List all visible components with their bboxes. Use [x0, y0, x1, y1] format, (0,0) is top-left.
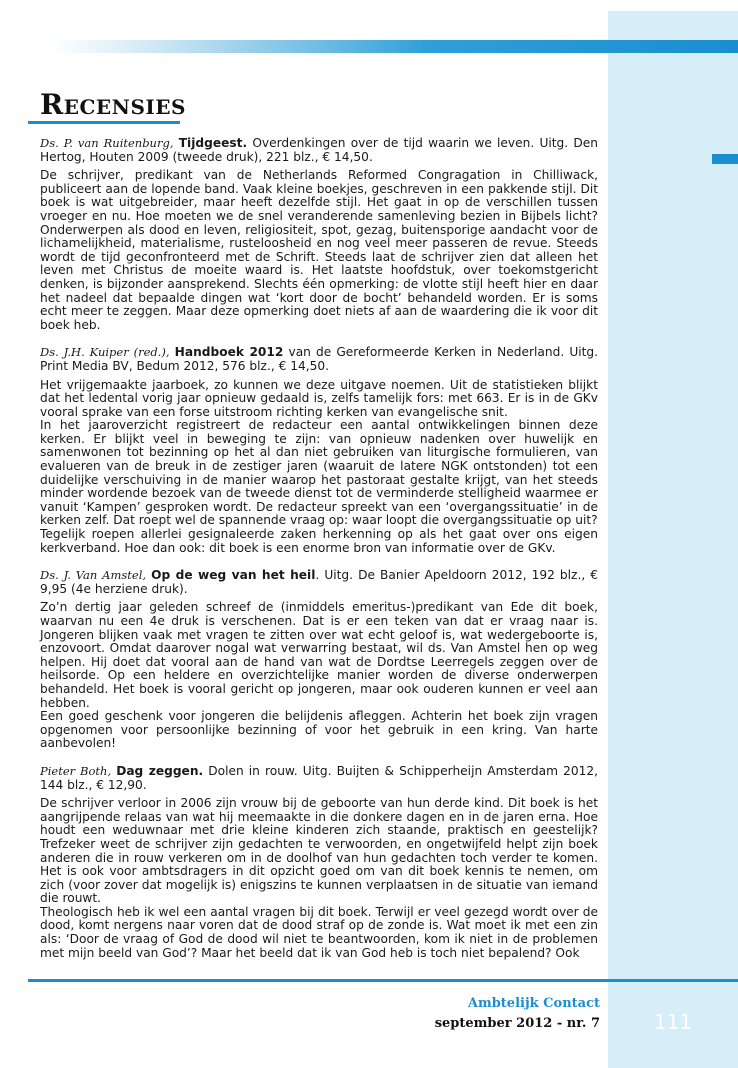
- review-citation: [40, 137, 598, 164]
- review-2: [40, 346, 598, 555]
- review-author: Ds. P. van Ruitenburg,: [40, 136, 174, 150]
- review-paragraph: Theologisch heb ik wel een aantal vragen bij dit boek. Terwijl er veel gezegd wordt over de dood, komt nergens naar voren dat de dood straf op de zonde is. Wat moet ik met een zin als: ‘Door de vraag of God de dood wil niet te beantwoorden, kom ik niet in de problemen met mijn beeld van God’? Maar het beeld dat ik van God heb is toch niet bepalend? Ook: [40, 904, 598, 960]
- review-publication-info: Overdenkingen over de tijd waarin we leven. Uitg. Den Hertog, Houten 2009 (tweede druk), 221 blz., € 14,50.: [40, 136, 598, 164]
- review-book-title: Dag zeggen.: [116, 763, 204, 778]
- review-paragraph: De schrijver, predikant van de Netherlands Reformed Congragation in Chilliwack, publiceert aan de lopende band. Vaak kleine boekjes, geschreven in een pakkende stijl. Dit boek is wat uitgebreider, maar heeft dezelfde stijl. Het gaat in op de verschillen tussen vroeger en nu. Hoe moeten we de snel veranderende samenleving bezien in Bijbels licht? Onderwerpen als dood en leven, religiositeit, spot, gezag, buitensporige aandacht voor de lichamelijkheid, materialisme, rusteloosheid en nog veel meer passeren de revue. Steeds wordt de tijd geconfronteerd met de Schrift. Steeds laat de schrijver zien dat alleen het leven met Christus de moeite waard is. Het laatste hoofdstuk, over toekomstgericht denken, is bijzonder aansprekend. Slechts één opmerking: de vlotte stijl heeft hier en daar het nadeel dat bepaalde dingen wat ‘kort door de bocht’ behandeld worden. Er is soms echt meer te zeggen. Maar deze opmerking doet niets af aan de waardering die ik voor dit boek heb.: [40, 168, 598, 332]
- review-book-title: Op de weg van het heil: [151, 568, 316, 583]
- review-3: [40, 569, 598, 751]
- review-book-title: Tijdgeest.: [178, 136, 248, 150]
- review-paragraph: Zo’n dertig jaar geleden schreef de (inmiddels emeritus-)predikant van Ede dit boek, waarvan nu een 4e druk is verschenen. Dat is er een teken van dat er vraag naar is. Jongeren blijken vaak met vragen te zitten over wat echt geloof is, wat wedergeboorte is, enzovoort. Omdat daarover nogal wat verwarring bestaat, wil ds. Van Amstel hen op weg helpen. Hij doet dat vooral aan de hand van wat de Dordtse Leerregels zeggen over de heilsorde. Op een heldere en overzichtelijke manier worden de diverse onderwerpen behandeld. Het boek is vooral gericht op jongeren, maar ook ouderen kunnen er veel aan hebben.: [40, 600, 598, 710]
- review-author: Ds. J.H. Kuiper (red.),: [40, 345, 170, 360]
- title-underline: [28, 121, 180, 124]
- footer-rule: [28, 979, 738, 982]
- review-citation: [40, 569, 598, 596]
- reviews-content: [40, 137, 598, 974]
- page-sidebar: [608, 11, 738, 1068]
- review-paragraph: Het vrijgemaakte jaarboek, zo kunnen we deze uitgave noemen. Uit de statistieken blijkt dat het ledental vorig jaar opnieuw gedaald is, zelfs tamelijk fors: met 663. Er is in de GKv vooral sprake van een forse uitstroom richting kerken van evangelische snit.: [40, 377, 598, 419]
- review-author: Ds. J. Van Amstel,: [40, 568, 147, 583]
- review-4: [40, 765, 598, 960]
- sidebar-tab-marker: [712, 154, 738, 164]
- review-paragraph: Een goed geschenk voor jongeren die belijdenis afleggen. Achterin het boek zijn vragen opgenomen voor persoonlijke bezinning of voor het gebruik in een kring. Van harte aanbevolen!: [40, 709, 598, 751]
- review-paragraph: Tegelijk roepen allerlei gesignaleerde zaken herkenning op als het gaat over ons eigen kerkverband. Hoe dan ook: dit boek is een enorme bron van informatie over de GKv.: [40, 527, 598, 555]
- review-book-title: Handboek 2012: [174, 345, 284, 360]
- section-title: Recensies: [40, 88, 186, 121]
- issue-info: september 2012 - nr. 7: [434, 1016, 600, 1031]
- review-publication-info: van de Gereformeerde Kerken in Nederland. Uitg. Print Media BV, Bedum 2012, 576 blz., € 14,50.: [40, 345, 599, 373]
- header-gradient-bar: [52, 40, 738, 53]
- review-citation: [40, 346, 598, 373]
- page-number: 111: [653, 1010, 693, 1034]
- review-publication-info: Dolen in rouw. Uitg. Buijten & Schipperheijn Amsterdam 2012, 144 blz., € 12,90.: [40, 763, 598, 792]
- review-citation: [40, 765, 598, 792]
- review-publication-info: . Uitg. De Banier Apeldoorn 2012, 192 blz., € 9,95 (4e herziene druk).: [40, 568, 599, 596]
- review-paragraph: In het jaaroverzicht registreert de redacteur een aantal ontwikkelingen binnen deze kerken. Er blijkt veel in beweging te zijn: van opnieuw nadenken over huwelijk en samenwonen tot bezinning op het al dan niet gebruiken van liturgische formulieren, van evalueren van de breuk in de zestiger jaren (waaruit de latere NGK ontstonden) tot een duidelijke verschuiving in de manier waarop het pastoraat gestalte krijgt, van het steeds minder wordende bezoek van de tweede dienst tot de verminderde stelligheid waarmee er vanuit ‘Kampen’ gesproken wordt. De redacteur spreekt van een ‘overgangssituatie’ in de kerken zelf. Dat roept wel de spannende vraag op: waar loopt die overgangssituatie op uit?: [40, 418, 598, 528]
- review-1: [40, 137, 598, 332]
- magazine-name: Ambtelijk Contact: [467, 996, 600, 1011]
- review-paragraph: De schrijver verloor in 2006 zijn vrouw bij de geboorte van hun derde kind. Dit boek is het aangrijpende relaas van wat hij meemaakte in die donkere dagen en in de jaren erna. Hoe houdt een weduwnaar met drie kleine kinderen zich staande, praktisch en geestelijk? Trefzeker weet de schrijver zijn gedachten te verwoorden, en ongetwijfeld helpt zijn boek anderen die in rouw verkeren om in de doolhof van hun gedachten toch verder te komen. Het is ook voor ambtsdragers in dit opzicht goed om van dit boek kennis te nemen, om zich (voor zover dat mogelijk is) enigszins te kunnen verplaatsen in de situatie van iemand die rouwt.: [40, 796, 598, 906]
- review-author: Pieter Both,: [40, 763, 112, 778]
